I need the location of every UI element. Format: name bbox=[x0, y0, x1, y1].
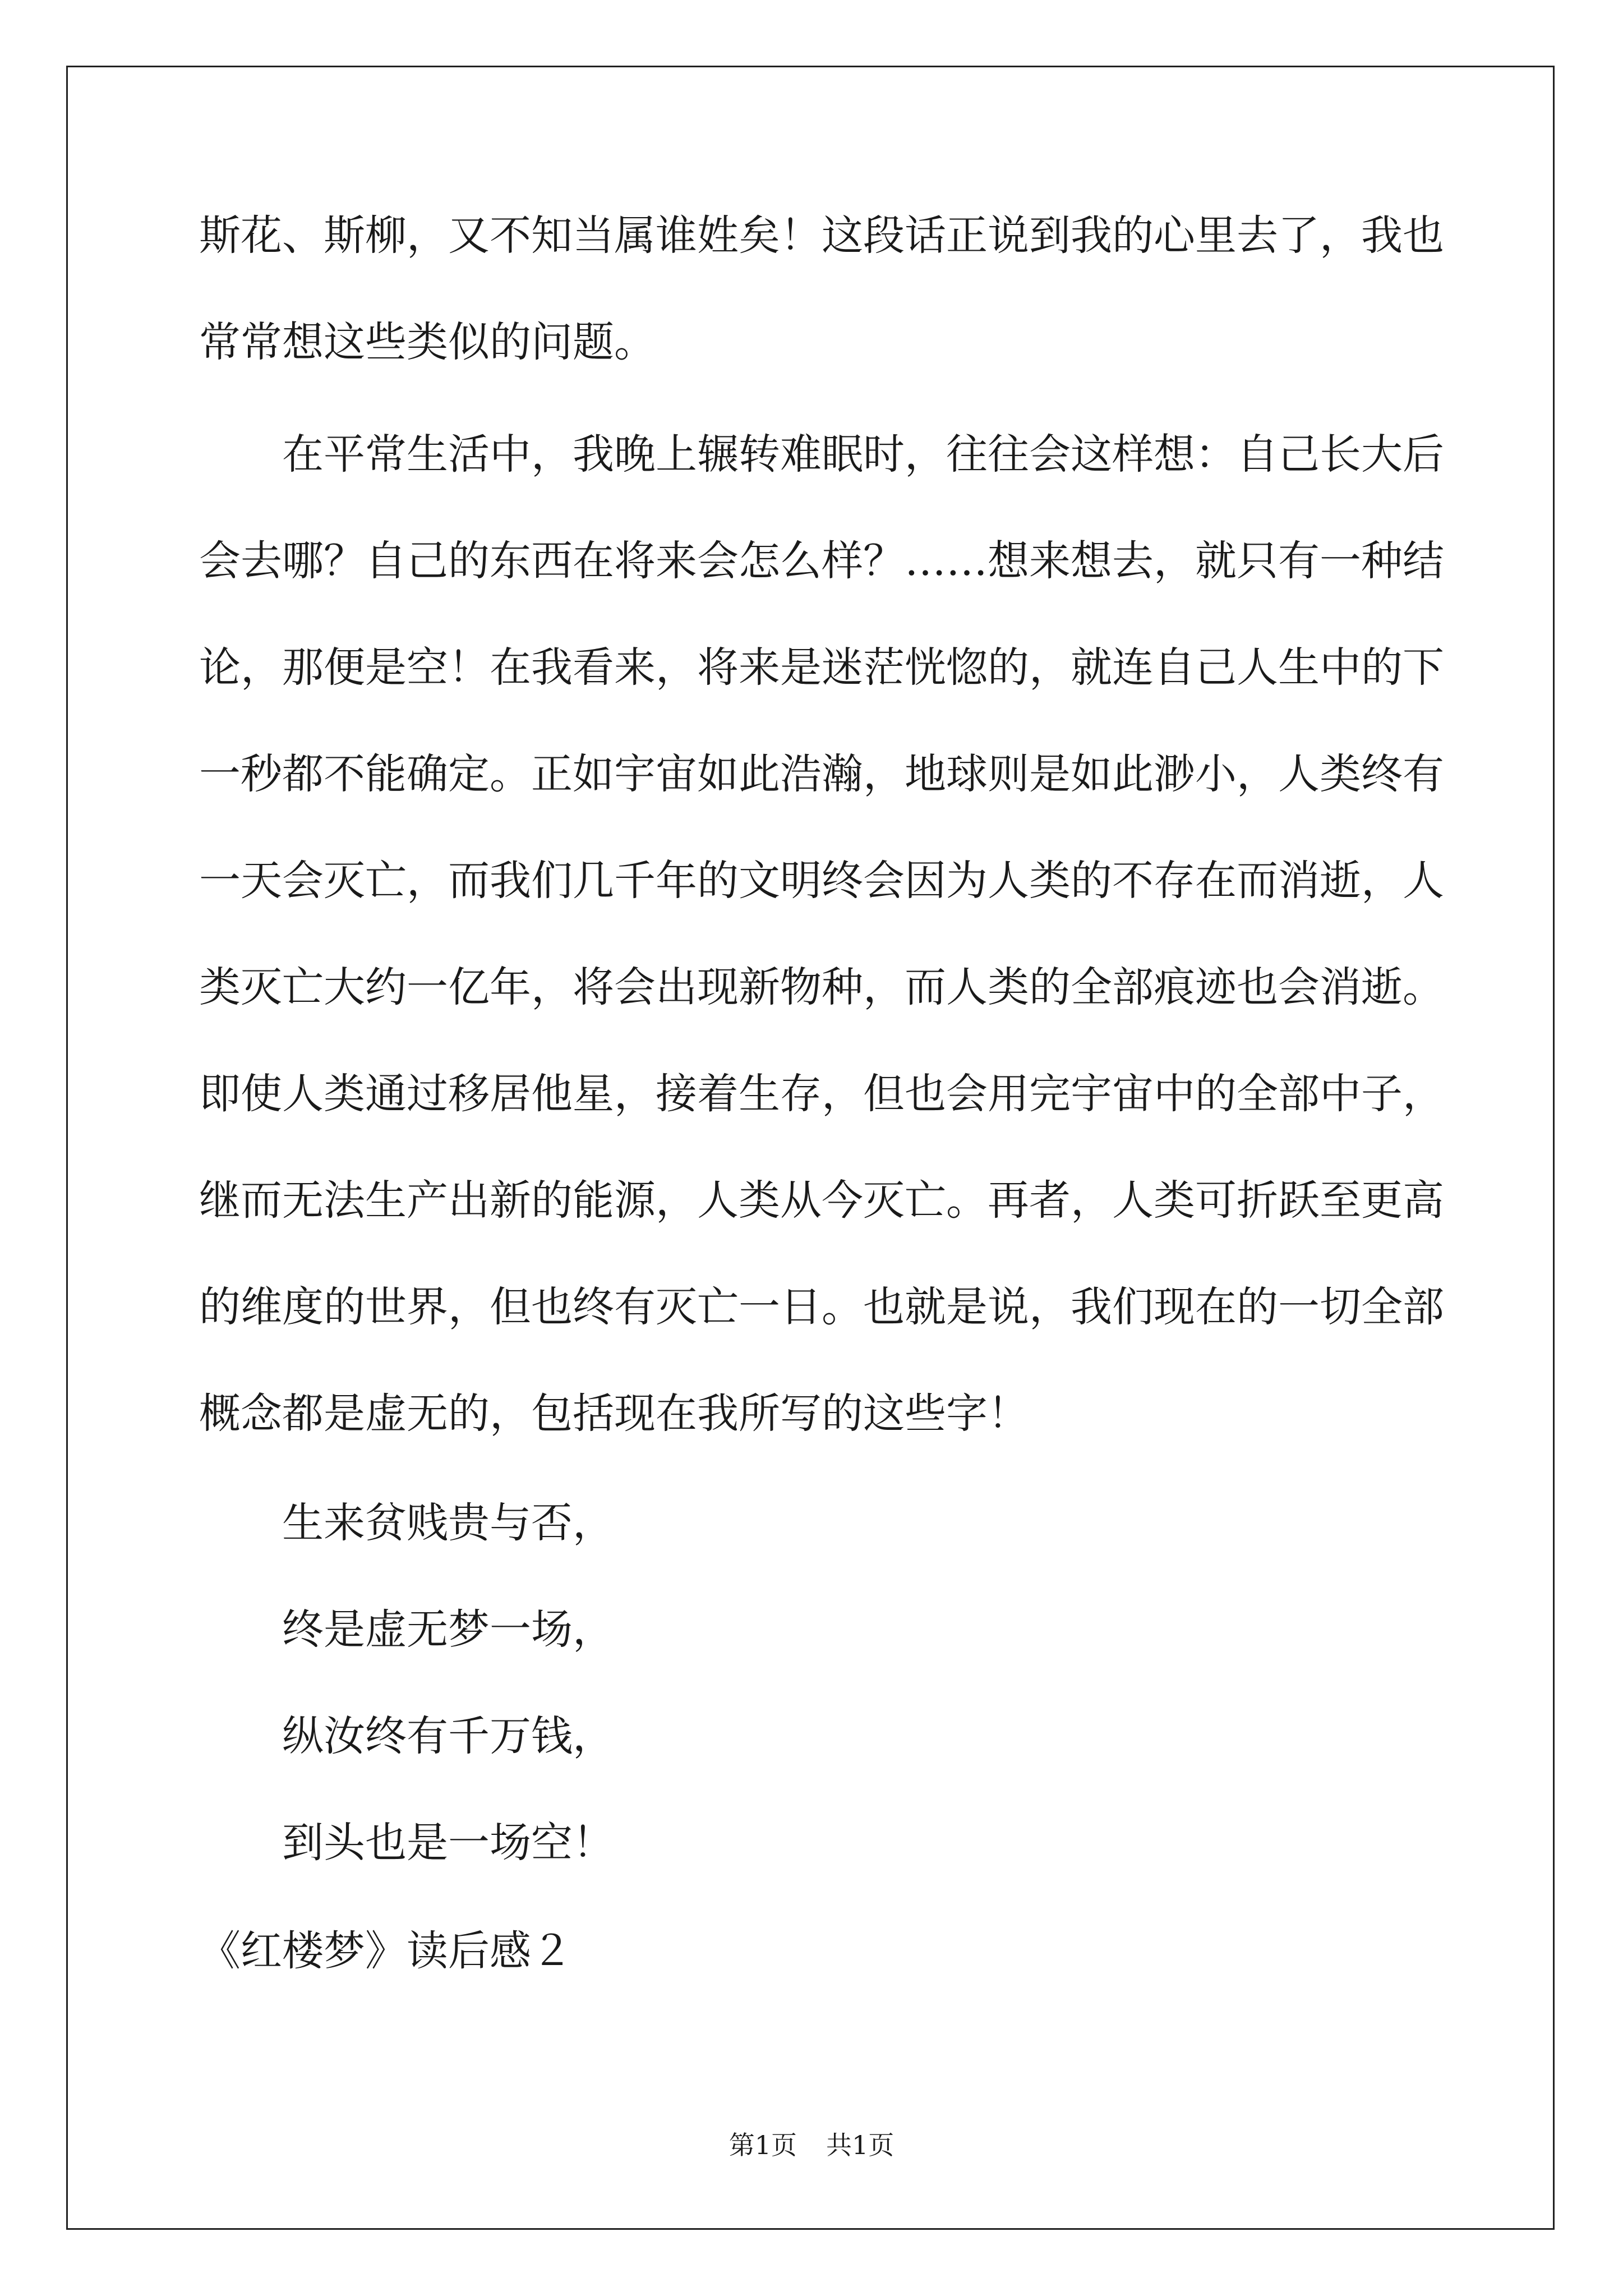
paragraph-line: 在平常生活中，我晚上辗转难眠时，往往会这样想：自己长大后 bbox=[282, 430, 1444, 478]
paragraph-line: 继而无法生产出新的能源，人类从今灭亡。再者，人类可折跃至更高 bbox=[199, 1176, 1444, 1225]
page-border bbox=[66, 66, 1555, 2230]
paragraph-line: 概念都是虚无的，包括现在我所写的这些字！ bbox=[199, 1389, 1029, 1438]
paragraph-line: 会去哪？自己的东西在将来会怎么样？……想来想去，就只有一种结 bbox=[199, 537, 1444, 585]
section-heading: 《红楼梦》读后感２ bbox=[199, 1927, 573, 1975]
poem-line: 生来贫贱贵与否， bbox=[282, 1499, 614, 1547]
poem-line: 到头也是一场空！ bbox=[282, 1819, 614, 1867]
paragraph-line: 一秒都不能确定。正如宇宙如此浩瀚，地球则是如此渺小，人类终有 bbox=[199, 750, 1444, 798]
paragraph-line: 即使人类通过移居他星，接着生存，但也会用完宇宙中的全部中子， bbox=[199, 1070, 1444, 1118]
page-total: 共1页 bbox=[826, 2130, 895, 2160]
paragraph-line: 一天会灭亡，而我们几千年的文明终会因为人类的不存在而消逝，人 bbox=[199, 857, 1444, 905]
paragraph-line: 论，那便是空！在我看来，将来是迷茫恍惚的，就连自己人生中的下 bbox=[199, 643, 1444, 692]
paragraph-line: 的维度的世界，但也终有灭亡一日。也就是说，我们现在的一切全部 bbox=[199, 1283, 1444, 1331]
poem-line: 终是虚无梦一场， bbox=[282, 1605, 614, 1654]
page-footer bbox=[0, 2128, 1623, 2162]
paragraph-line: 类灭亡大约一亿年，将会出现新物种，而人类的全部痕迹也会消逝。 bbox=[199, 963, 1444, 1011]
paragraph-line: 斯花、斯柳，又不知当属谁姓矣！这段话正说到我的心里去了，我也 bbox=[199, 211, 1444, 260]
poem-line: 纵汝终有千万钱， bbox=[282, 1712, 614, 1760]
paragraph-line: 常常想这些类似的问题。 bbox=[199, 318, 656, 366]
page-number: 第1页 bbox=[728, 2130, 797, 2160]
